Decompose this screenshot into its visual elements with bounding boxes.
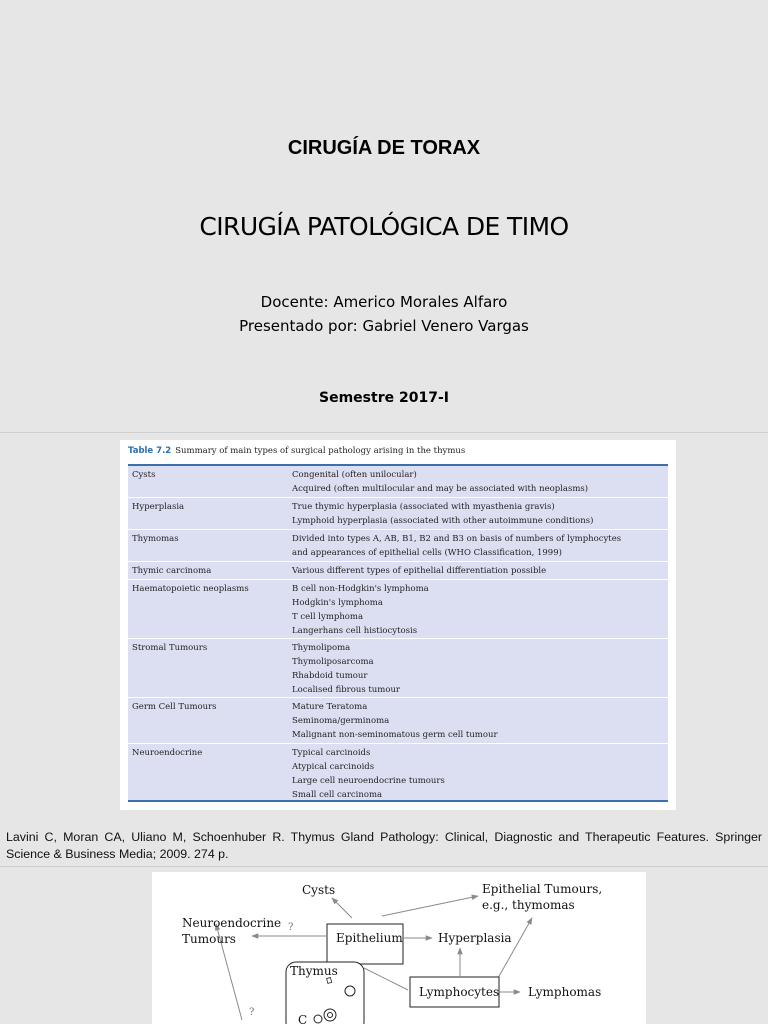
table-category: Neuroendocrine bbox=[132, 748, 203, 758]
table-row bbox=[128, 562, 668, 580]
description-line: B cell non-Hodgkin's lymphoma bbox=[292, 584, 429, 594]
description-line: Localised fibrous tumour bbox=[292, 685, 400, 695]
table-row bbox=[128, 530, 668, 562]
table-description bbox=[292, 700, 498, 742]
description-line: Malignant non-seminomatous germ cell tumour bbox=[292, 730, 498, 740]
description-line: Large cell neuroendocrine tumours bbox=[292, 776, 445, 786]
table-category: Germ Cell Tumours bbox=[132, 702, 217, 712]
table-category: Hyperplasia bbox=[132, 502, 185, 512]
description-line: Typical carcinoids bbox=[292, 748, 371, 758]
cysts-label: Cysts bbox=[302, 883, 336, 897]
table-row bbox=[128, 580, 668, 639]
hyperplasia-label: Hyperplasia bbox=[438, 931, 512, 945]
epithelial-tumours-label: Epithelial Tumours, bbox=[482, 882, 603, 896]
table-description bbox=[292, 746, 445, 802]
description-line: T cell lymphoma bbox=[292, 612, 364, 622]
table-row bbox=[128, 466, 668, 498]
table-description bbox=[292, 564, 546, 578]
pathology-table-figure bbox=[120, 440, 676, 810]
arrow-epithelium-to-cysts bbox=[332, 898, 352, 918]
title-slide bbox=[0, 0, 768, 432]
description-line: Thymolipoma bbox=[292, 643, 351, 653]
table-description bbox=[292, 532, 621, 560]
page-divider bbox=[0, 432, 768, 433]
thymus-pathology-diagram bbox=[152, 872, 646, 1024]
teacher-line: Docente: Americo Morales Alfaro bbox=[260, 293, 508, 311]
table-row bbox=[128, 698, 668, 744]
question-mark: ? bbox=[249, 1007, 255, 1018]
lymphocytes-label: Lymphocytes bbox=[419, 985, 500, 999]
description-line: Hodgkin's lymphoma bbox=[292, 598, 383, 608]
description-line: Divided into types A, AB, B1, B2 and B3 on basis of numbers of lymphocytes bbox=[292, 534, 622, 544]
question-mark: ? bbox=[288, 922, 294, 933]
c-label: C bbox=[298, 1013, 308, 1024]
description-line: Mature Teratoma bbox=[292, 702, 368, 712]
presenter-line: Presentado por: Gabriel Venero Vargas bbox=[239, 317, 529, 335]
table-category: Thymic carcinoma bbox=[132, 566, 212, 576]
table-category: Thymomas bbox=[132, 534, 179, 544]
description-line: Various different types of epithelial differentiation possible bbox=[292, 566, 547, 576]
table-category: Stromal Tumours bbox=[132, 643, 208, 653]
reference-citation: Lavini C, Moran CA, Uliano M, Schoenhuber R. Thymus Gland Pathology: Clinical, Diagnostic and Therapeutic Features. Springer Science & Business Media; 2009. 274 p. bbox=[6, 830, 762, 861]
description-line: True thymic hyperplasia (associated with myasthenia gravis) bbox=[292, 502, 555, 512]
table-caption-text: Summary of main types of surgical pathology arising in the thymus bbox=[175, 446, 466, 456]
description-line: Rhabdoid tumour bbox=[292, 671, 368, 681]
table-category: Cysts bbox=[132, 470, 156, 480]
semester-label: Semestre 2017-I bbox=[319, 390, 449, 406]
diagram-canvas bbox=[152, 872, 646, 1024]
table-description bbox=[292, 468, 588, 496]
epithelial-tumours-sublabel: e.g., thymomas bbox=[482, 898, 575, 912]
lymphomas-label: Lymphomas bbox=[528, 985, 602, 999]
epithelium-label: Epithelium bbox=[336, 931, 403, 945]
description-line: Congenital (often unilocular) bbox=[292, 470, 417, 480]
description-line: Lymphoid hyperplasia (associated with other autoimmune conditions) bbox=[292, 516, 594, 526]
table-row bbox=[128, 498, 668, 530]
table-category: Haematopoietic neoplasms bbox=[132, 584, 249, 594]
description-line: Atypical carcinoids bbox=[292, 762, 375, 772]
table-description bbox=[292, 500, 593, 528]
table-row bbox=[128, 639, 668, 698]
line-thymus-to-lymphocytes bbox=[364, 968, 408, 990]
table-description bbox=[292, 641, 400, 697]
description-line: Thymoliposarcoma bbox=[292, 657, 374, 667]
presenter-block bbox=[0, 290, 768, 338]
presentation-title: CIRUGÍA PATOLÓGICA DE TIMO bbox=[199, 212, 569, 241]
table-row bbox=[128, 744, 668, 802]
page-divider bbox=[0, 866, 768, 867]
table-description bbox=[292, 582, 429, 638]
description-line: Langerhans cell histiocytosis bbox=[292, 626, 418, 636]
course-title: CIRUGÍA DE TORAX bbox=[287, 137, 481, 159]
description-line: Acquired (often multilocular and may be associated with neoplasms) bbox=[292, 484, 589, 494]
pathology-table bbox=[128, 464, 668, 802]
table-label: Table 7.2 bbox=[128, 446, 172, 456]
table-caption bbox=[128, 446, 465, 456]
description-line: and appearances of epithelial cells (WHO Classification, 1999) bbox=[292, 548, 562, 558]
neuroendocrine-label: Neuroendocrine bbox=[182, 916, 282, 930]
description-line: Seminoma/germinoma bbox=[292, 716, 390, 726]
arrow-epithelium-to-epithelial-tumours bbox=[382, 896, 478, 916]
neuroendocrine-sublabel: Tumours bbox=[182, 932, 236, 946]
description-line: Small cell carcinoma bbox=[292, 790, 383, 800]
arrow-lymphocytes-to-epithelial-tumours bbox=[498, 918, 532, 978]
thymus-label: Thymus bbox=[290, 964, 338, 978]
